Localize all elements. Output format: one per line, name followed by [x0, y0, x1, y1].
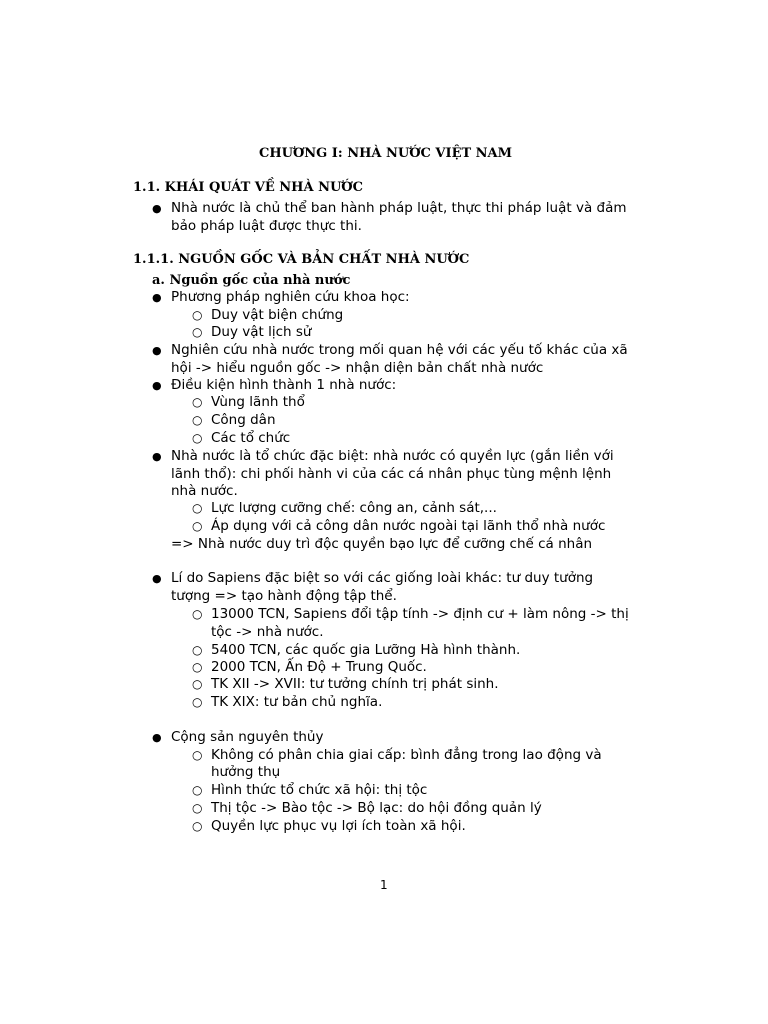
bullet-marker: ●: [152, 731, 162, 744]
sub-list-item: TK XIX: tư bản chủ nghĩa.: [211, 694, 383, 710]
sub-list-item: Thị tộc -> Bào tộc -> Bộ lạc: do hội đồng quản lý: [211, 800, 542, 816]
sub-bullet-marker: ○: [192, 783, 203, 797]
sub-list-item: TK XII -> XVII: tư tưởng chính trị phát sinh.: [211, 676, 499, 692]
sub-bullet-marker: ○: [192, 431, 203, 445]
sub-bullet-marker: ○: [192, 519, 203, 533]
sub-list-item: 2000 TCN, Ấn Độ + Trung Quốc.: [211, 659, 427, 675]
sub-list-item: Duy vật lịch sử: [211, 324, 312, 340]
sub-list-item: Lực lượng cưỡng chế: công an, cảnh sát,...: [211, 500, 497, 516]
sub-bullet-marker: ○: [192, 395, 203, 409]
sub-bullet-marker: ○: [192, 643, 203, 657]
sub-bullet-marker: ○: [192, 308, 203, 322]
subheading-origin: a. Nguồn gốc của nhà nước: [152, 273, 351, 288]
sub-list-item: tộc -> nhà nước.: [211, 624, 324, 640]
sub-bullet-marker: ○: [192, 748, 203, 762]
sub-list-item: Không có phân chia giai cấp: bình đẳng trong lao động và: [211, 747, 602, 763]
sub-list-item: Công dân: [211, 412, 276, 428]
list-item: Nghiên cứu nhà nước trong mối quan hệ với các yếu tố khác của xã: [171, 342, 628, 358]
list-item: Điều kiện hình thành 1 nhà nước:: [171, 377, 397, 393]
bullet-marker: ●: [152, 450, 162, 463]
sub-list-item: Duy vật biện chứng: [211, 307, 344, 323]
sub-list-item: Các tổ chức: [211, 430, 291, 446]
bullet-marker: ●: [152, 202, 162, 215]
list-item: Phương pháp nghiên cứu khoa học:: [171, 289, 410, 305]
list-item: Cộng sản nguyên thủy: [171, 729, 324, 745]
sub-bullet-marker: ○: [192, 801, 203, 815]
sub-list-item: 13000 TCN, Sapiens đổi tập tính -> định cư + làm nông -> thị: [211, 606, 629, 622]
chapter-title: CHƯƠNG I: NHÀ NƯỚC VIỆT NAM: [259, 146, 513, 161]
sub-bullet-marker: ○: [192, 660, 203, 674]
list-item: lãnh thổ): chi phối hành vi của các cá nhân phục tùng mệnh lệnh: [171, 466, 612, 482]
sub-bullet-marker: ○: [192, 501, 203, 515]
sub-list-item: Hình thức tổ chức xã hội: thị tộc: [211, 782, 428, 798]
section-heading-1-1-1: 1.1.1. NGUỒN GỐC VÀ BẢN CHẤT NHÀ NƯỚC: [133, 252, 470, 267]
bullet-marker: ●: [152, 291, 162, 304]
sub-list-item: hưởng thụ: [211, 764, 281, 780]
sub-bullet-marker: ○: [192, 819, 203, 833]
sub-bullet-marker: ○: [192, 325, 203, 339]
list-item: nhà nước.: [171, 483, 238, 499]
sub-list-item: Áp dụng với cả công dân nước ngoài tại lãnh thổ nhà nước: [211, 518, 606, 534]
sub-bullet-marker: ○: [192, 677, 203, 691]
bullet-marker: ●: [152, 572, 162, 585]
bullet-marker: ●: [152, 344, 162, 357]
bullet-marker: ●: [152, 379, 162, 392]
sub-list-item: Vùng lãnh thổ: [211, 394, 305, 410]
page-number: 1: [380, 878, 388, 892]
conclusion-line: => Nhà nước duy trì độc quyền bạo lực để cưỡng chế cá nhân: [171, 536, 593, 552]
sub-list-item: 5400 TCN, các quốc gia Lưỡng Hà hình thành.: [211, 642, 521, 658]
list-item: tượng => tạo hành động tập thể.: [171, 588, 397, 604]
sub-bullet-marker: ○: [192, 607, 203, 621]
list-item: hội -> hiểu nguồn gốc -> nhận diện bản chất nhà nước: [171, 360, 544, 376]
paragraph-line: Nhà nước là chủ thể ban hành pháp luật, thực thi pháp luật và đảm: [171, 200, 627, 216]
sub-bullet-marker: ○: [192, 695, 203, 709]
list-item: Nhà nước là tổ chức đặc biệt: nhà nước có quyền lực (gắn liền với: [171, 448, 614, 464]
sub-list-item: Quyền lực phục vụ lợi ích toàn xã hội.: [211, 818, 466, 834]
sub-bullet-marker: ○: [192, 413, 203, 427]
paragraph-line: bảo pháp luật được thực thi.: [171, 218, 362, 234]
list-item: Lí do Sapiens đặc biệt so với các giống loài khác: tư duy tưởng: [171, 570, 594, 586]
section-heading-1-1: 1.1. KHÁI QUÁT VỀ NHÀ NƯỚC: [133, 180, 363, 195]
